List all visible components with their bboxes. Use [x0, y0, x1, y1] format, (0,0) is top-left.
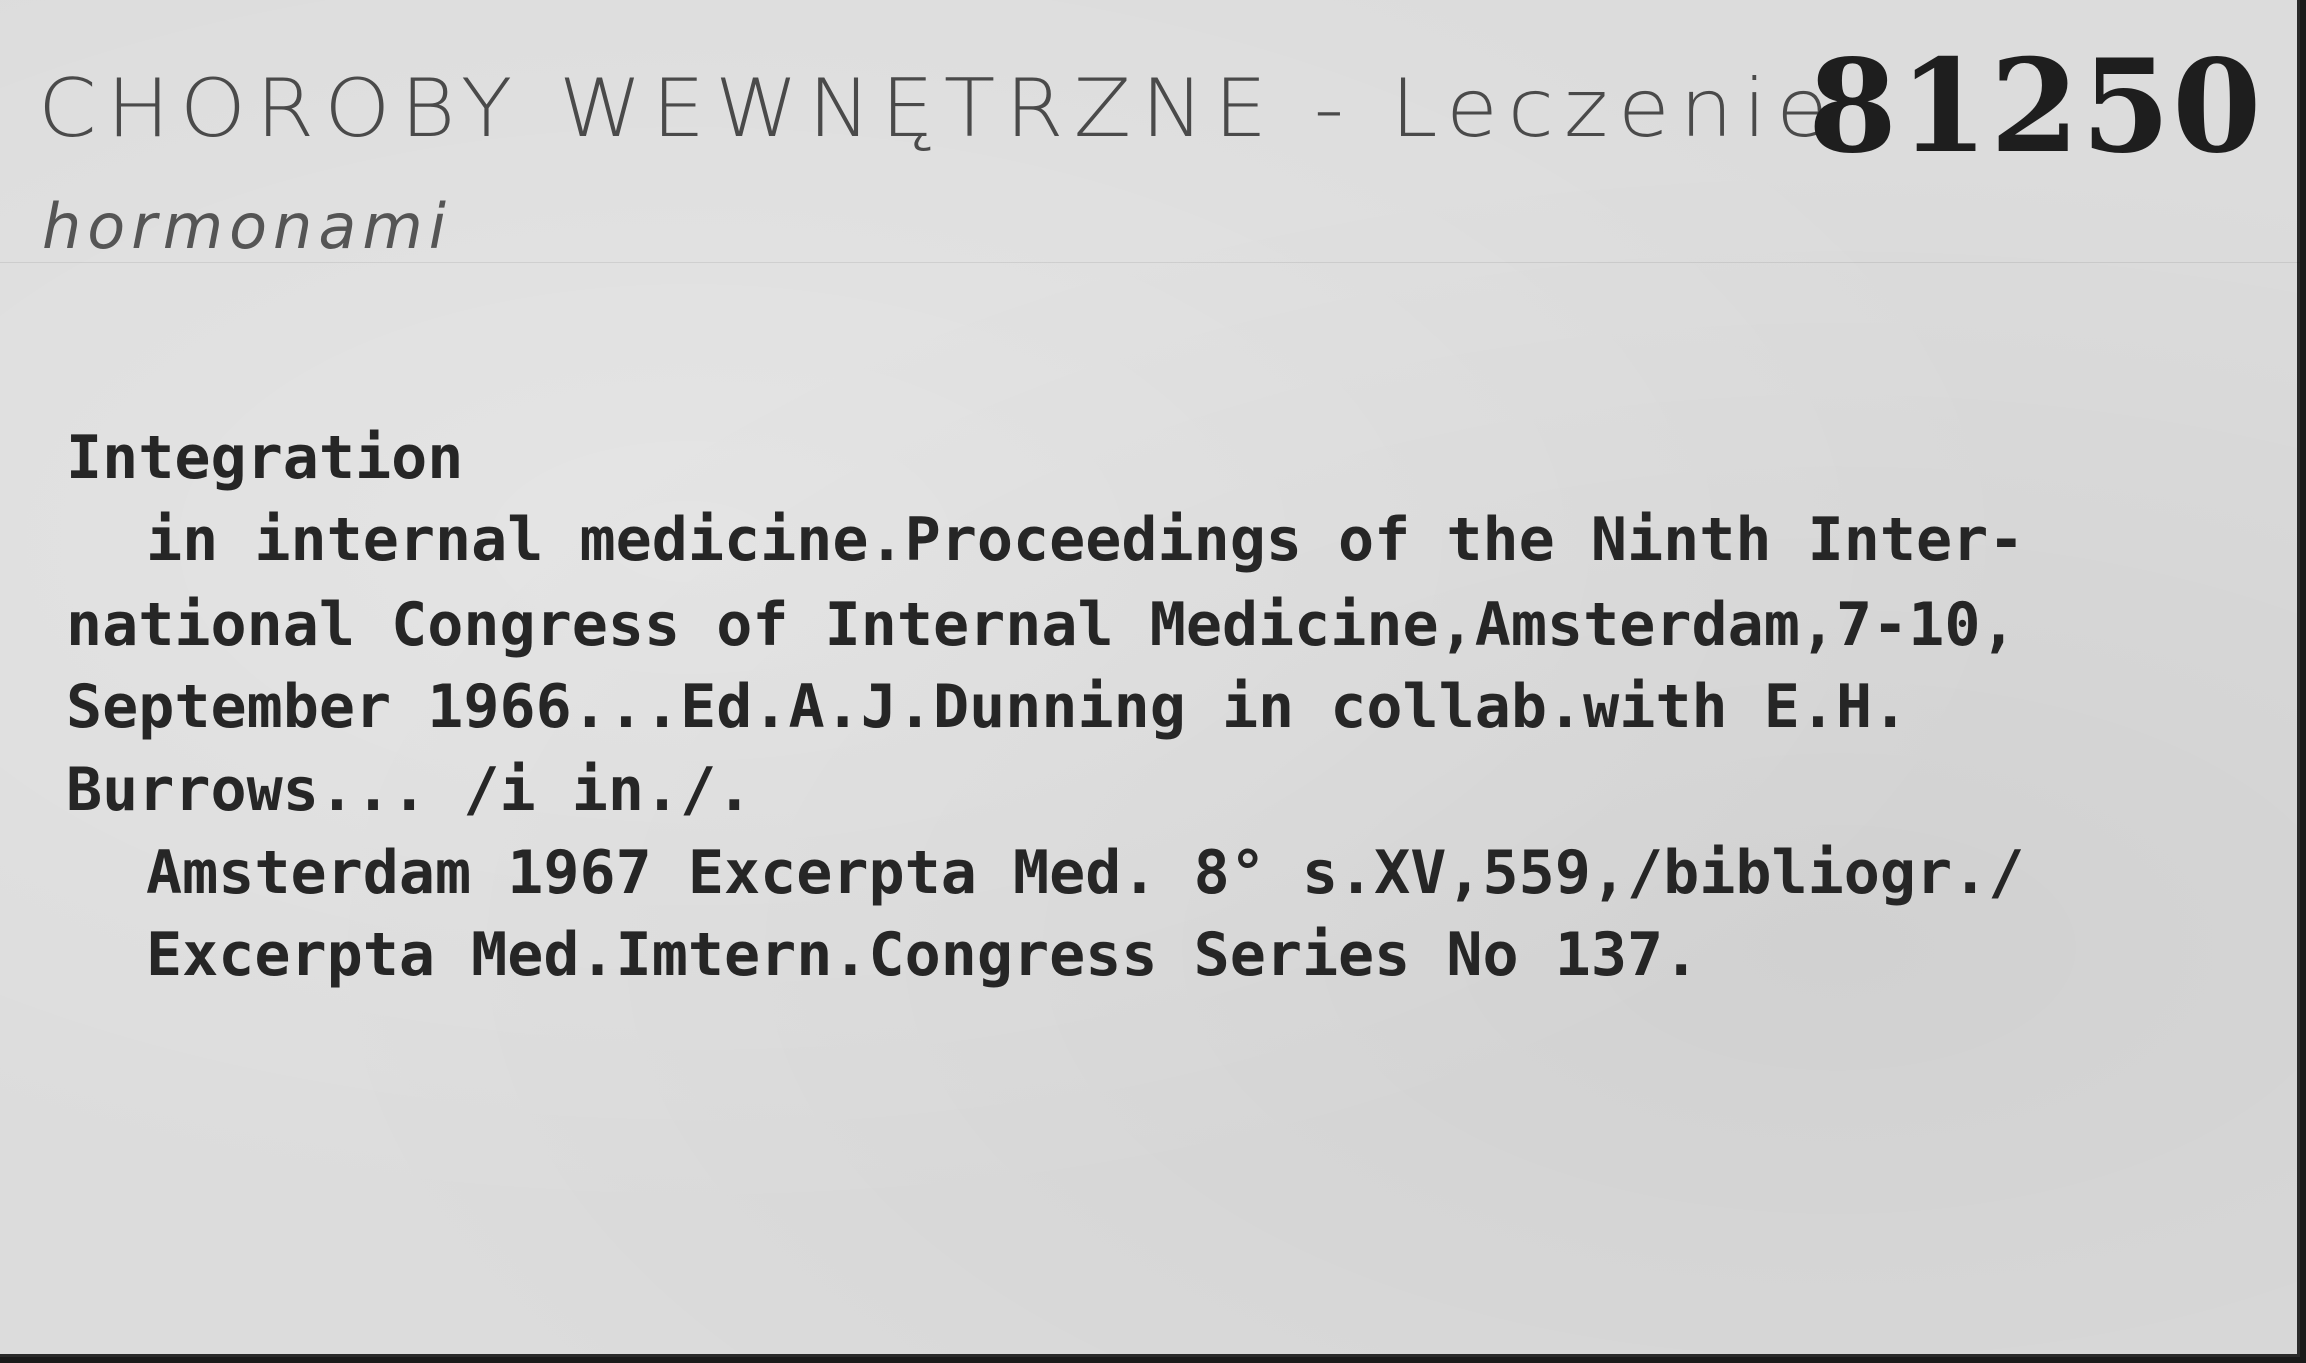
entry-line: national Congress of Internal Medicine,Amsterdam,7-10, [66, 590, 2017, 660]
call-number: 81250 [1808, 32, 2264, 182]
entry-line: in internal medicine.Proceedings of the Ninth Inter- [146, 505, 2025, 575]
subject-heading: CHOROBY WEWNĘTRZNE - Leczenie [38, 62, 1838, 156]
series-line: Excerpta Med.Imtern.Congress Series No 137. [146, 920, 1700, 990]
subject-heading-continuation: hormonami [42, 190, 452, 263]
entry-line: Burrows... /i in./. [66, 755, 753, 825]
entry-title: Integration [66, 423, 464, 493]
entry-line: September 1966...Ed.A.J.Dunning in collab.with E.H. [66, 672, 1909, 742]
imprint-line: Amsterdam 1967 Excerpta Med. 8° s.XV,559,/bibliogr./ [146, 838, 2025, 908]
